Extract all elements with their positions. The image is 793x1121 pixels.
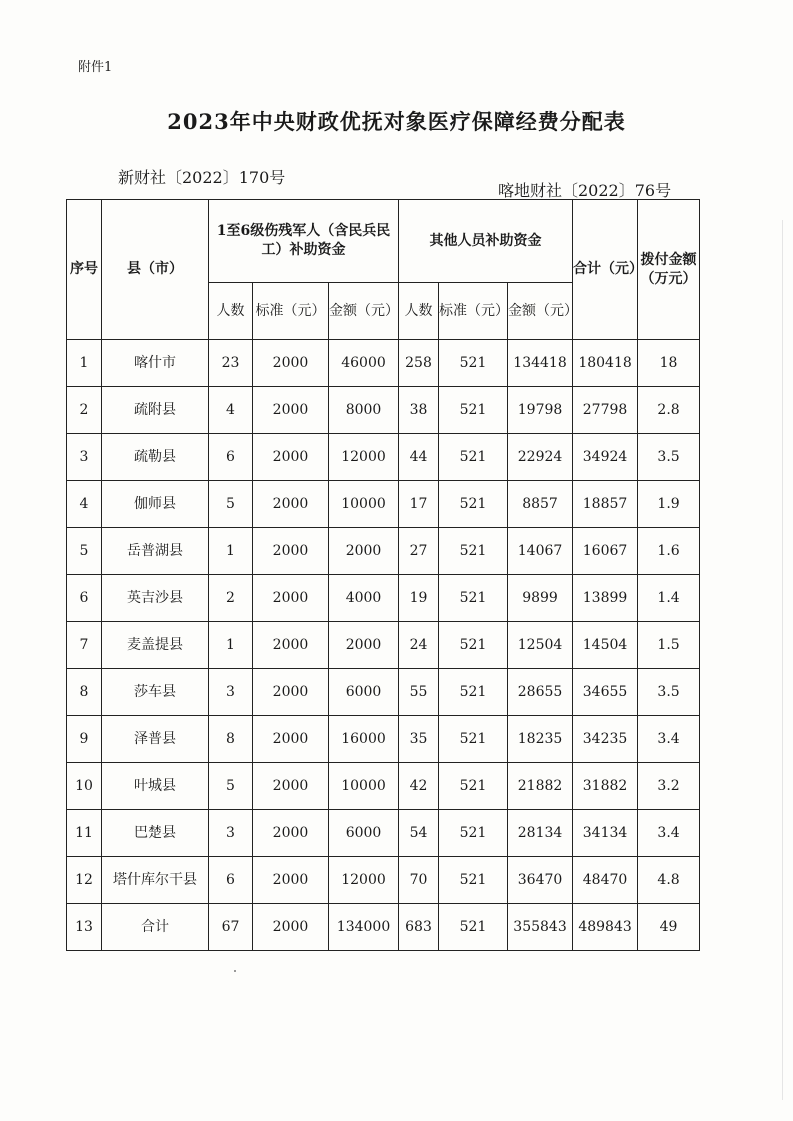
cell-g1-standard: 2000 bbox=[253, 810, 329, 857]
cell-seq: 13 bbox=[67, 904, 102, 951]
cell-county: 莎车县 bbox=[102, 669, 209, 716]
cell-g1-amount: 46000 bbox=[329, 340, 399, 387]
cell-total: 27798 bbox=[573, 387, 638, 434]
table-body bbox=[67, 340, 700, 951]
cell-county: 麦盖提县 bbox=[102, 622, 209, 669]
cell-allocation: 3.5 bbox=[638, 434, 700, 481]
table-row bbox=[67, 904, 700, 951]
cell-g2-people: 17 bbox=[399, 481, 439, 528]
cell-g1-standard: 2000 bbox=[253, 716, 329, 763]
cell-g1-amount: 10000 bbox=[329, 481, 399, 528]
cell-g2-people: 42 bbox=[399, 763, 439, 810]
header-total: 合计（元） bbox=[573, 200, 638, 340]
cell-g1-people: 1 bbox=[209, 622, 253, 669]
cell-g2-standard: 521 bbox=[439, 387, 508, 434]
cell-total: 13899 bbox=[573, 575, 638, 622]
cell-g1-standard: 2000 bbox=[253, 622, 329, 669]
page-title: 2023年中央财政优抚对象医疗保障经费分配表 bbox=[167, 109, 626, 134]
cell-total: 18857 bbox=[573, 481, 638, 528]
scan-edge-line bbox=[782, 220, 783, 1100]
cell-g1-amount: 2000 bbox=[329, 528, 399, 575]
cell-g1-people: 2 bbox=[209, 575, 253, 622]
cell-total: 489843 bbox=[573, 904, 638, 951]
cell-county: 伽师县 bbox=[102, 481, 209, 528]
cell-seq: 2 bbox=[67, 387, 102, 434]
cell-g2-standard: 521 bbox=[439, 810, 508, 857]
cell-g1-amount: 2000 bbox=[329, 622, 399, 669]
cell-g1-standard: 2000 bbox=[253, 575, 329, 622]
cell-allocation: 4.8 bbox=[638, 857, 700, 904]
cell-g2-standard: 521 bbox=[439, 857, 508, 904]
header-g1-amount: 金额（元） bbox=[329, 283, 399, 340]
cell-total: 34134 bbox=[573, 810, 638, 857]
cell-g1-standard: 2000 bbox=[253, 669, 329, 716]
doc-number-right: 喀地财社〔2022〕76号 bbox=[498, 181, 672, 200]
cell-g1-amount: 6000 bbox=[329, 810, 399, 857]
cell-g1-amount: 134000 bbox=[329, 904, 399, 951]
cell-seq: 1 bbox=[67, 340, 102, 387]
cell-allocation: 3.4 bbox=[638, 810, 700, 857]
cell-g1-people: 3 bbox=[209, 810, 253, 857]
header-county: 县（市） bbox=[102, 200, 209, 340]
table-row bbox=[67, 387, 700, 434]
cell-g1-standard: 2000 bbox=[253, 387, 329, 434]
cell-g1-people: 3 bbox=[209, 669, 253, 716]
cell-county: 喀什市 bbox=[102, 340, 209, 387]
cell-g2-amount: 14067 bbox=[508, 528, 573, 575]
scan-speck bbox=[234, 970, 236, 972]
cell-g1-standard: 2000 bbox=[253, 763, 329, 810]
cell-allocation: 1.6 bbox=[638, 528, 700, 575]
cell-g1-amount: 12000 bbox=[329, 857, 399, 904]
cell-g1-people: 1 bbox=[209, 528, 253, 575]
cell-county: 巴楚县 bbox=[102, 810, 209, 857]
cell-g2-people: 683 bbox=[399, 904, 439, 951]
cell-seq: 3 bbox=[67, 434, 102, 481]
cell-county: 岳普湖县 bbox=[102, 528, 209, 575]
table-row bbox=[67, 575, 700, 622]
cell-g2-standard: 521 bbox=[439, 904, 508, 951]
cell-g1-amount: 12000 bbox=[329, 434, 399, 481]
cell-g2-amount: 21882 bbox=[508, 763, 573, 810]
cell-g2-people: 54 bbox=[399, 810, 439, 857]
cell-g1-standard: 2000 bbox=[253, 857, 329, 904]
table-row bbox=[67, 857, 700, 904]
cell-g2-amount: 134418 bbox=[508, 340, 573, 387]
cell-total: 14504 bbox=[573, 622, 638, 669]
cell-county: 泽普县 bbox=[102, 716, 209, 763]
table-row bbox=[67, 763, 700, 810]
cell-g2-standard: 521 bbox=[439, 575, 508, 622]
table-row bbox=[67, 481, 700, 528]
cell-g1-people: 67 bbox=[209, 904, 253, 951]
cell-allocation: 18 bbox=[638, 340, 700, 387]
cell-g2-people: 258 bbox=[399, 340, 439, 387]
cell-allocation: 1.5 bbox=[638, 622, 700, 669]
cell-g2-amount: 9899 bbox=[508, 575, 573, 622]
table-row bbox=[67, 810, 700, 857]
cell-allocation: 3.2 bbox=[638, 763, 700, 810]
header-g2-amount: 金额（元） bbox=[508, 283, 573, 340]
cell-g2-people: 24 bbox=[399, 622, 439, 669]
doc-number-left: 新财社〔2022〕170号 bbox=[118, 168, 286, 187]
cell-seq: 11 bbox=[67, 810, 102, 857]
table-row bbox=[67, 622, 700, 669]
cell-g2-amount: 22924 bbox=[508, 434, 573, 481]
cell-total: 34655 bbox=[573, 669, 638, 716]
cell-g1-amount: 6000 bbox=[329, 669, 399, 716]
header-g2-people: 人数 bbox=[399, 283, 439, 340]
header-seq: 序号 bbox=[67, 200, 102, 340]
cell-total: 34924 bbox=[573, 434, 638, 481]
cell-g2-people: 35 bbox=[399, 716, 439, 763]
cell-g2-people: 27 bbox=[399, 528, 439, 575]
cell-seq: 6 bbox=[67, 575, 102, 622]
cell-g1-amount: 16000 bbox=[329, 716, 399, 763]
cell-g1-standard: 2000 bbox=[253, 528, 329, 575]
cell-g2-standard: 521 bbox=[439, 716, 508, 763]
cell-county: 疏勒县 bbox=[102, 434, 209, 481]
table-row bbox=[67, 716, 700, 763]
cell-g2-standard: 521 bbox=[439, 669, 508, 716]
cell-total: 31882 bbox=[573, 763, 638, 810]
header-g1-standard: 标准（元） bbox=[253, 283, 329, 340]
cell-g2-amount: 355843 bbox=[508, 904, 573, 951]
cell-g2-amount: 12504 bbox=[508, 622, 573, 669]
cell-allocation: 1.4 bbox=[638, 575, 700, 622]
cell-allocation: 49 bbox=[638, 904, 700, 951]
cell-total: 180418 bbox=[573, 340, 638, 387]
attachment-label: 附件1 bbox=[78, 60, 113, 75]
header-group-disabled-soldiers: 1至6级伤残军人（含民兵民工）补助资金 bbox=[209, 200, 399, 283]
cell-allocation: 2.8 bbox=[638, 387, 700, 434]
cell-county: 英吉沙县 bbox=[102, 575, 209, 622]
cell-g2-amount: 18235 bbox=[508, 716, 573, 763]
cell-county: 叶城县 bbox=[102, 763, 209, 810]
cell-g1-people: 23 bbox=[209, 340, 253, 387]
cell-seq: 9 bbox=[67, 716, 102, 763]
cell-g1-people: 5 bbox=[209, 481, 253, 528]
cell-g2-people: 55 bbox=[399, 669, 439, 716]
cell-g2-amount: 8857 bbox=[508, 481, 573, 528]
cell-g2-amount: 28134 bbox=[508, 810, 573, 857]
cell-g1-standard: 2000 bbox=[253, 481, 329, 528]
allocation-table bbox=[66, 199, 700, 951]
header-group-other-persons: 其他人员补助资金 bbox=[399, 200, 573, 283]
cell-total: 16067 bbox=[573, 528, 638, 575]
cell-g1-standard: 2000 bbox=[253, 434, 329, 481]
cell-g1-amount: 4000 bbox=[329, 575, 399, 622]
cell-seq: 10 bbox=[67, 763, 102, 810]
cell-g2-people: 38 bbox=[399, 387, 439, 434]
cell-g2-amount: 28655 bbox=[508, 669, 573, 716]
cell-g2-people: 44 bbox=[399, 434, 439, 481]
cell-allocation: 1.9 bbox=[638, 481, 700, 528]
cell-g1-people: 4 bbox=[209, 387, 253, 434]
cell-g2-standard: 521 bbox=[439, 434, 508, 481]
cell-allocation: 3.4 bbox=[638, 716, 700, 763]
table-row bbox=[67, 340, 700, 387]
cell-seq: 4 bbox=[67, 481, 102, 528]
header-g2-standard: 标准（元） bbox=[439, 283, 508, 340]
cell-g1-standard: 2000 bbox=[253, 340, 329, 387]
cell-g2-standard: 521 bbox=[439, 481, 508, 528]
cell-seq: 5 bbox=[67, 528, 102, 575]
cell-county: 塔什库尔干县 bbox=[102, 857, 209, 904]
cell-g2-amount: 19798 bbox=[508, 387, 573, 434]
cell-g2-standard: 521 bbox=[439, 340, 508, 387]
table-row bbox=[67, 434, 700, 481]
cell-g2-standard: 521 bbox=[439, 763, 508, 810]
cell-g1-people: 6 bbox=[209, 857, 253, 904]
header-g1-people: 人数 bbox=[209, 283, 253, 340]
cell-g1-people: 8 bbox=[209, 716, 253, 763]
cell-g2-people: 19 bbox=[399, 575, 439, 622]
cell-county: 合计 bbox=[102, 904, 209, 951]
cell-g1-people: 6 bbox=[209, 434, 253, 481]
cell-g2-amount: 36470 bbox=[508, 857, 573, 904]
cell-county: 疏附县 bbox=[102, 387, 209, 434]
table-row bbox=[67, 528, 700, 575]
cell-total: 34235 bbox=[573, 716, 638, 763]
cell-seq: 12 bbox=[67, 857, 102, 904]
cell-g1-amount: 8000 bbox=[329, 387, 399, 434]
table-row bbox=[67, 669, 700, 716]
cell-g1-amount: 10000 bbox=[329, 763, 399, 810]
cell-g2-people: 70 bbox=[399, 857, 439, 904]
header-allocation: 拨付金额（万元） bbox=[638, 200, 700, 340]
cell-g2-standard: 521 bbox=[439, 622, 508, 669]
cell-seq: 7 bbox=[67, 622, 102, 669]
cell-g1-people: 5 bbox=[209, 763, 253, 810]
cell-g1-standard: 2000 bbox=[253, 904, 329, 951]
cell-seq: 8 bbox=[67, 669, 102, 716]
cell-g2-standard: 521 bbox=[439, 528, 508, 575]
cell-allocation: 3.5 bbox=[638, 669, 700, 716]
cell-total: 48470 bbox=[573, 857, 638, 904]
